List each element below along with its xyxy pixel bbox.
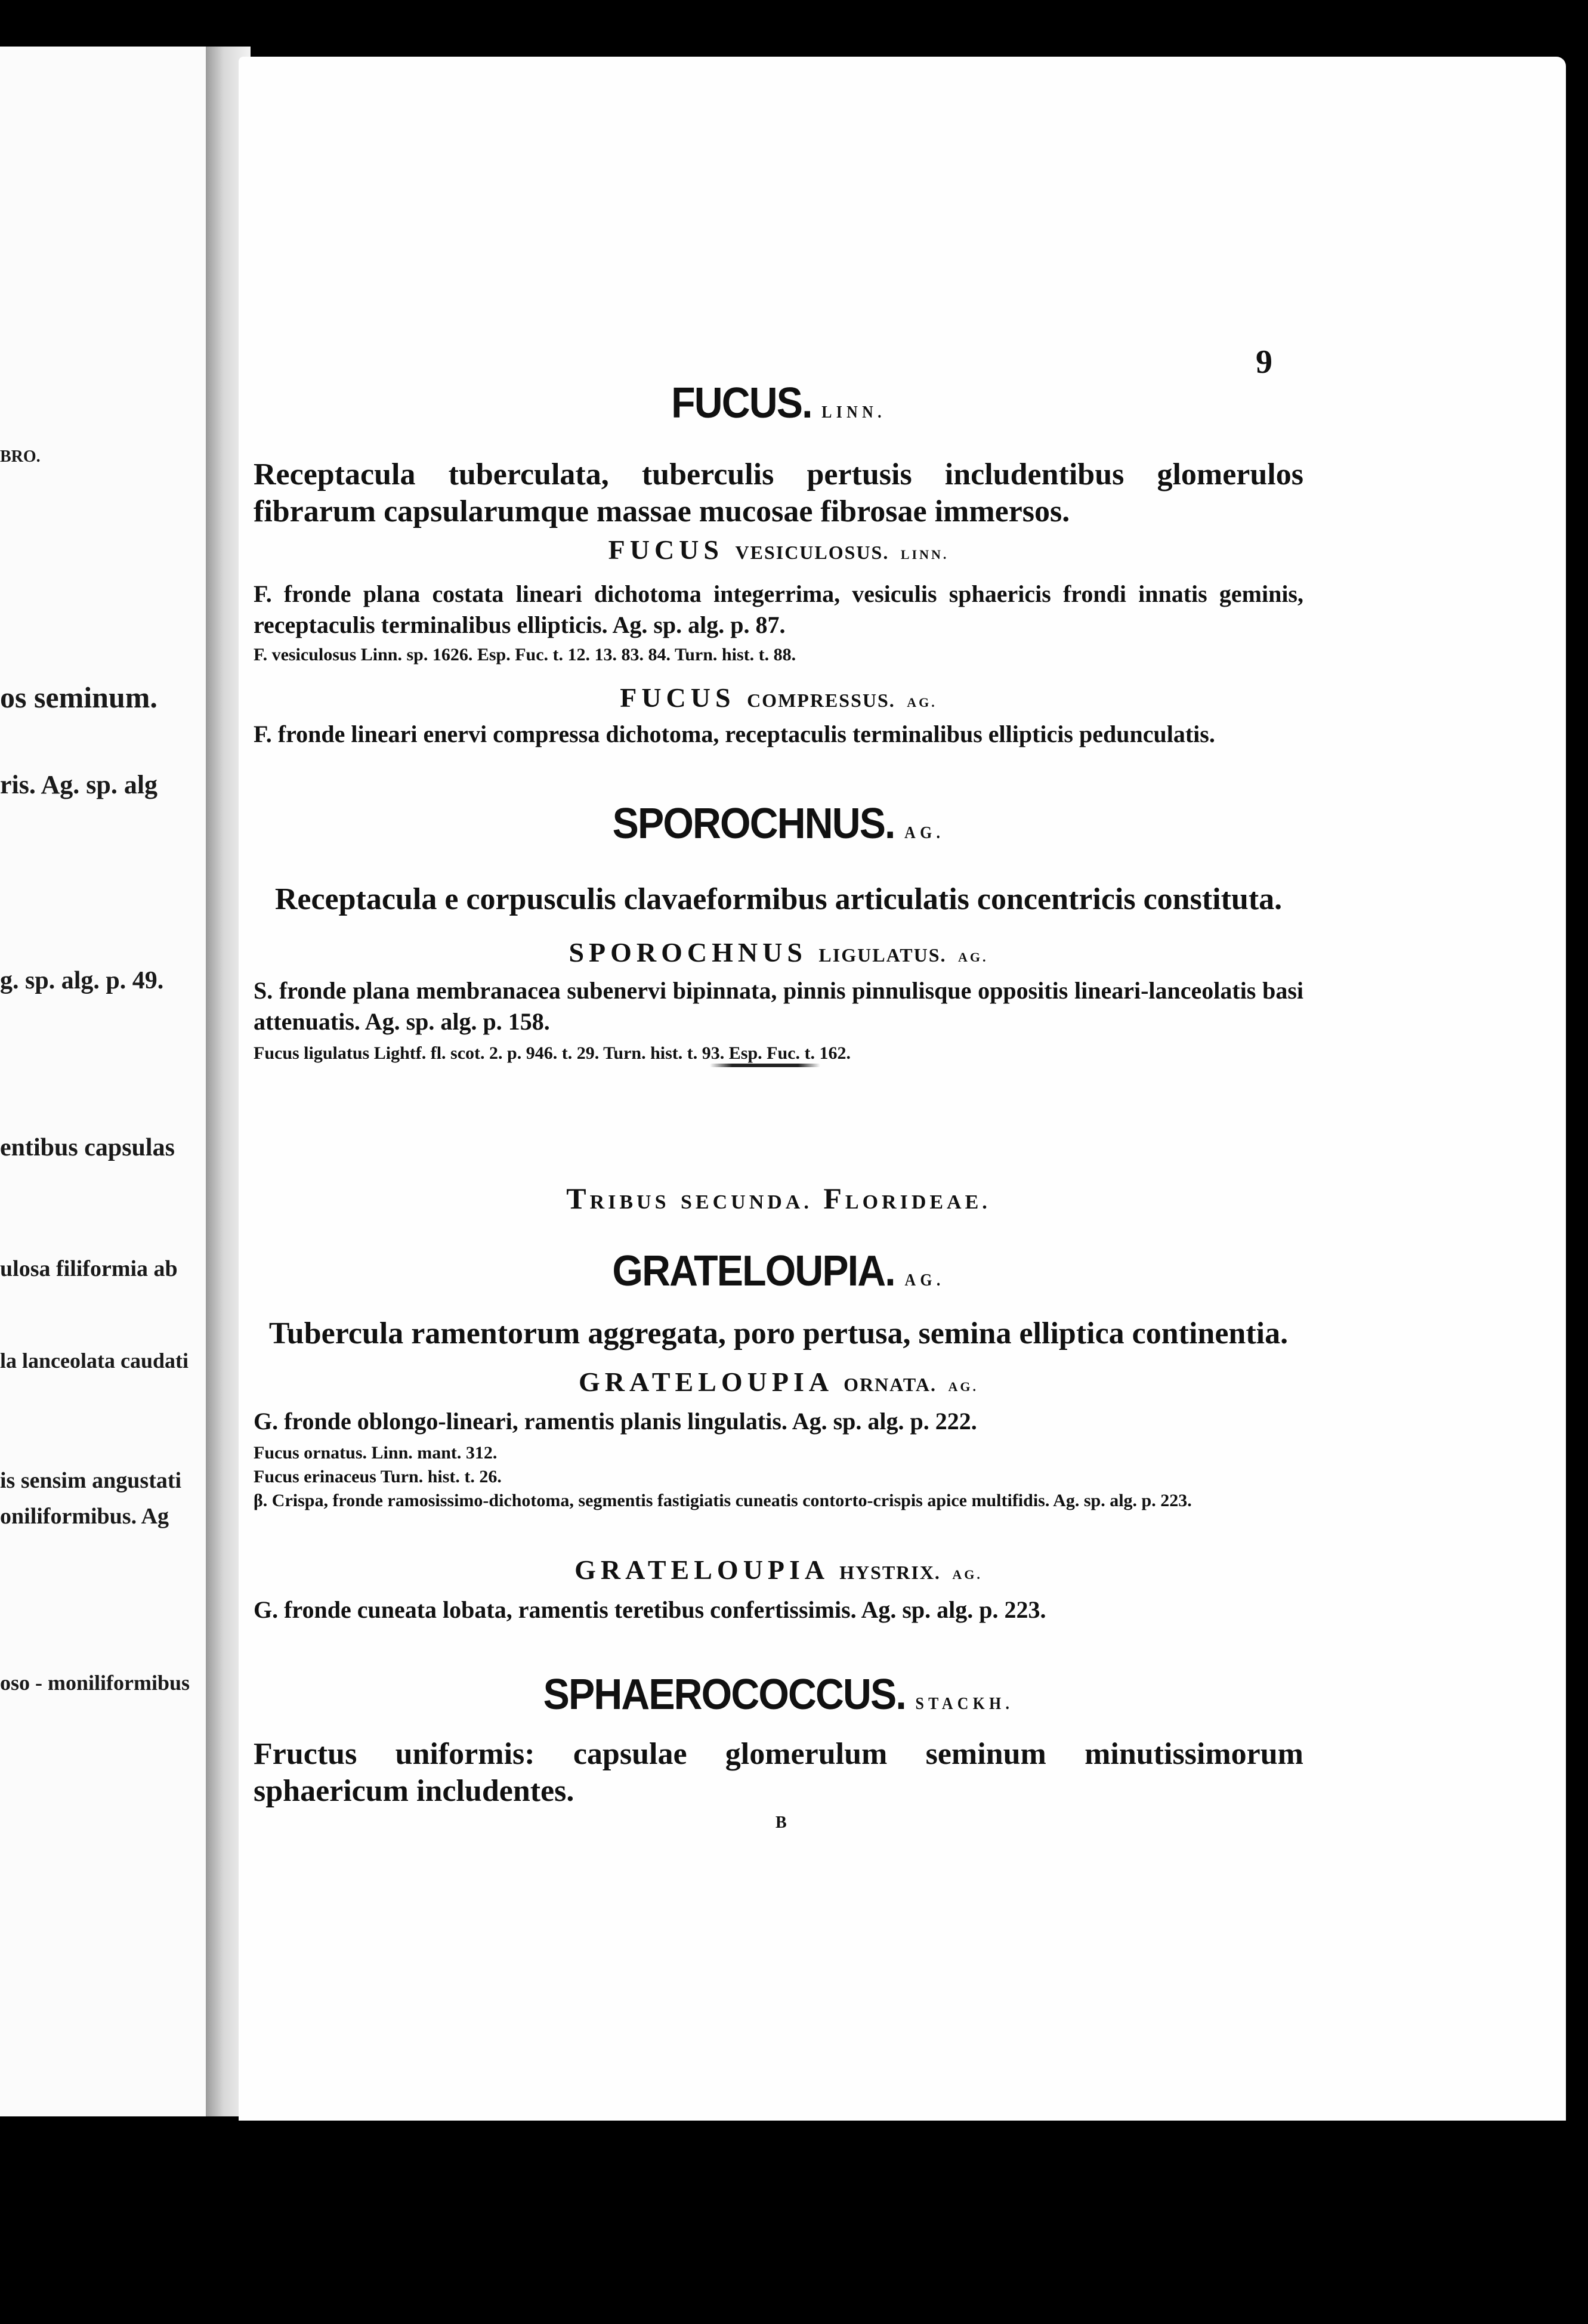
genus-description-grateloupia: Tubercula ramentorum aggregata, poro pertusa, semina elliptica continentia. [268, 1316, 1289, 1350]
tribe-initial: T [566, 1182, 590, 1215]
genus-author: LINN. [821, 403, 886, 422]
species-synonym: Fucus erinaceus Turn. hist. t. 26. [254, 1467, 502, 1487]
species-genus: SPOROCHNUS [569, 937, 807, 968]
species-epithet: LIGULATUS. [818, 944, 947, 966]
species-epithet: HYSTRIX. [839, 1562, 941, 1583]
left-fragment: os seminum. [0, 681, 157, 714]
species-diagnosis: G. fronde oblongo-lineari, ramentis planis lingulatis. Ag. sp. alg. p. 222. [254, 1408, 977, 1435]
left-fragment: is sensim angustati [0, 1468, 182, 1493]
species-heading-fucus-compressus [254, 682, 1303, 713]
section-rule [710, 1064, 820, 1067]
species-genus: GRATELOUPIA [574, 1555, 828, 1585]
genus-author: STACKH. [915, 1695, 1014, 1713]
species-genus: FUCUS [620, 682, 736, 713]
species-diagnosis: G. fronde cuneata lobata, ramentis teretibus confertissimis. Ag. sp. alg. p. 223. [254, 1596, 1046, 1623]
genus-title: FUCUS. [671, 379, 812, 427]
species-heading-grateloupia-ornata [254, 1366, 1303, 1398]
tribe-word: LORIDEAE. [845, 1191, 991, 1213]
species-heading-grateloupia-hystrix [254, 1554, 1303, 1586]
species-author: AG. [948, 1379, 978, 1394]
genus-description-sphaerococcus: Fructus uniformis: capsulae glomerulum seminum minutissimorum sphaericum includentes. [254, 1737, 1303, 1808]
genus-author: AG. [904, 1271, 945, 1290]
species-author: AG. [952, 1567, 983, 1582]
left-fragment: ulosa filiformia ab [0, 1256, 178, 1281]
genus-heading-fucus [295, 379, 1261, 428]
genus-author: AG. [904, 824, 945, 842]
species-diagnosis: S. fronde plana membranacea subenervi bipinnata, pinnis pinnulisque oppositis lineari-lanceolatis basi attenuatis. Ag. sp. alg. p. 158. [254, 977, 1303, 1035]
species-diagnosis: F. fronde plana costata lineari dichotoma integerrima, vesiculis sphaericis frondi innatis geminis, receptaculis terminalibus ellipticis. Ag. sp. alg. p. 87. [254, 580, 1303, 638]
left-fragment: la lanceolata caudati [0, 1349, 189, 1373]
left-fragment: entibus capsulas [0, 1134, 175, 1161]
genus-heading-sporochnus [295, 799, 1261, 848]
page-number: 9 [1256, 344, 1272, 381]
species-genus: GRATELOUPIA [579, 1367, 832, 1397]
tribe-initial: F [823, 1182, 845, 1215]
species-heading-sporochnus-ligulatus [254, 937, 1303, 968]
left-page [0, 47, 206, 2116]
left-fragment: g. sp. alg. p. 49. [0, 967, 164, 994]
species-author: LINN. [900, 547, 949, 562]
species-synonym: F. vesiculosus Linn. sp. 1626. Esp. Fuc. t. 12. 13. 83. 84. Turn. hist. t. 88. [254, 645, 796, 665]
species-epithet: ORNATA. [844, 1374, 937, 1395]
genus-title: SPHAEROCOCCUS. [543, 1671, 906, 1719]
species-diagnosis: F. fronde lineari enervi compressa dichotoma, receptaculis terminalibus ellipticis pedunculatis. [254, 721, 1215, 747]
genus-description-fucus: Receptacula tuberculata, tuberculis pertusis includentibus glomerulos fibrarum capsularumque massae mucosae fibrosae immersos. [254, 458, 1303, 529]
left-fragment: oso - moniliformibus [0, 1671, 190, 1695]
left-fragment: BRO. [0, 447, 41, 466]
right-page [239, 57, 1566, 2121]
species-synonym: Fucus ligulatus Lightf. fl. scot. 2. p. 946. t. 29. Turn. hist. t. 93. Esp. Fuc. t. 162. [254, 1043, 851, 1063]
genus-heading-grateloupia [295, 1247, 1261, 1296]
genus-heading-sphaerococcus [295, 1670, 1261, 1719]
genus-description-sporochnus: Receptacula e corpusculis clavaeformibus articulatis concentricis constituta. [274, 882, 1283, 916]
tribe-word: RIBUS [589, 1191, 670, 1213]
species-author: AG. [958, 950, 988, 965]
tribe-word: SECUNDA. [681, 1191, 812, 1213]
printer-signature: B [776, 1813, 787, 1832]
species-synonym: Fucus ornatus. Linn. mant. 312. [254, 1443, 498, 1463]
left-fragment: oniliformibus. Ag [0, 1504, 169, 1529]
genus-title: SPOROCHNUS. [612, 800, 895, 848]
species-epithet: VESICULOSUS. [735, 542, 889, 563]
species-heading-fucus-vesiculosus [254, 534, 1303, 565]
species-epithet: COMPRESSUS. [747, 690, 895, 711]
left-fragment: ris. Ag. sp. alg [0, 770, 158, 799]
species-variety: β. Crispa, fronde ramosissimo-dichotoma, segmentis fastigiatis cuneatis contorto-crispis apice multifidis. Ag. sp. alg. p. 223. [254, 1491, 1192, 1510]
species-author: AG. [907, 695, 937, 710]
genus-title: GRATELOUPIA. [612, 1247, 895, 1295]
tribe-heading [254, 1181, 1303, 1216]
species-genus: FUCUS [608, 534, 724, 565]
